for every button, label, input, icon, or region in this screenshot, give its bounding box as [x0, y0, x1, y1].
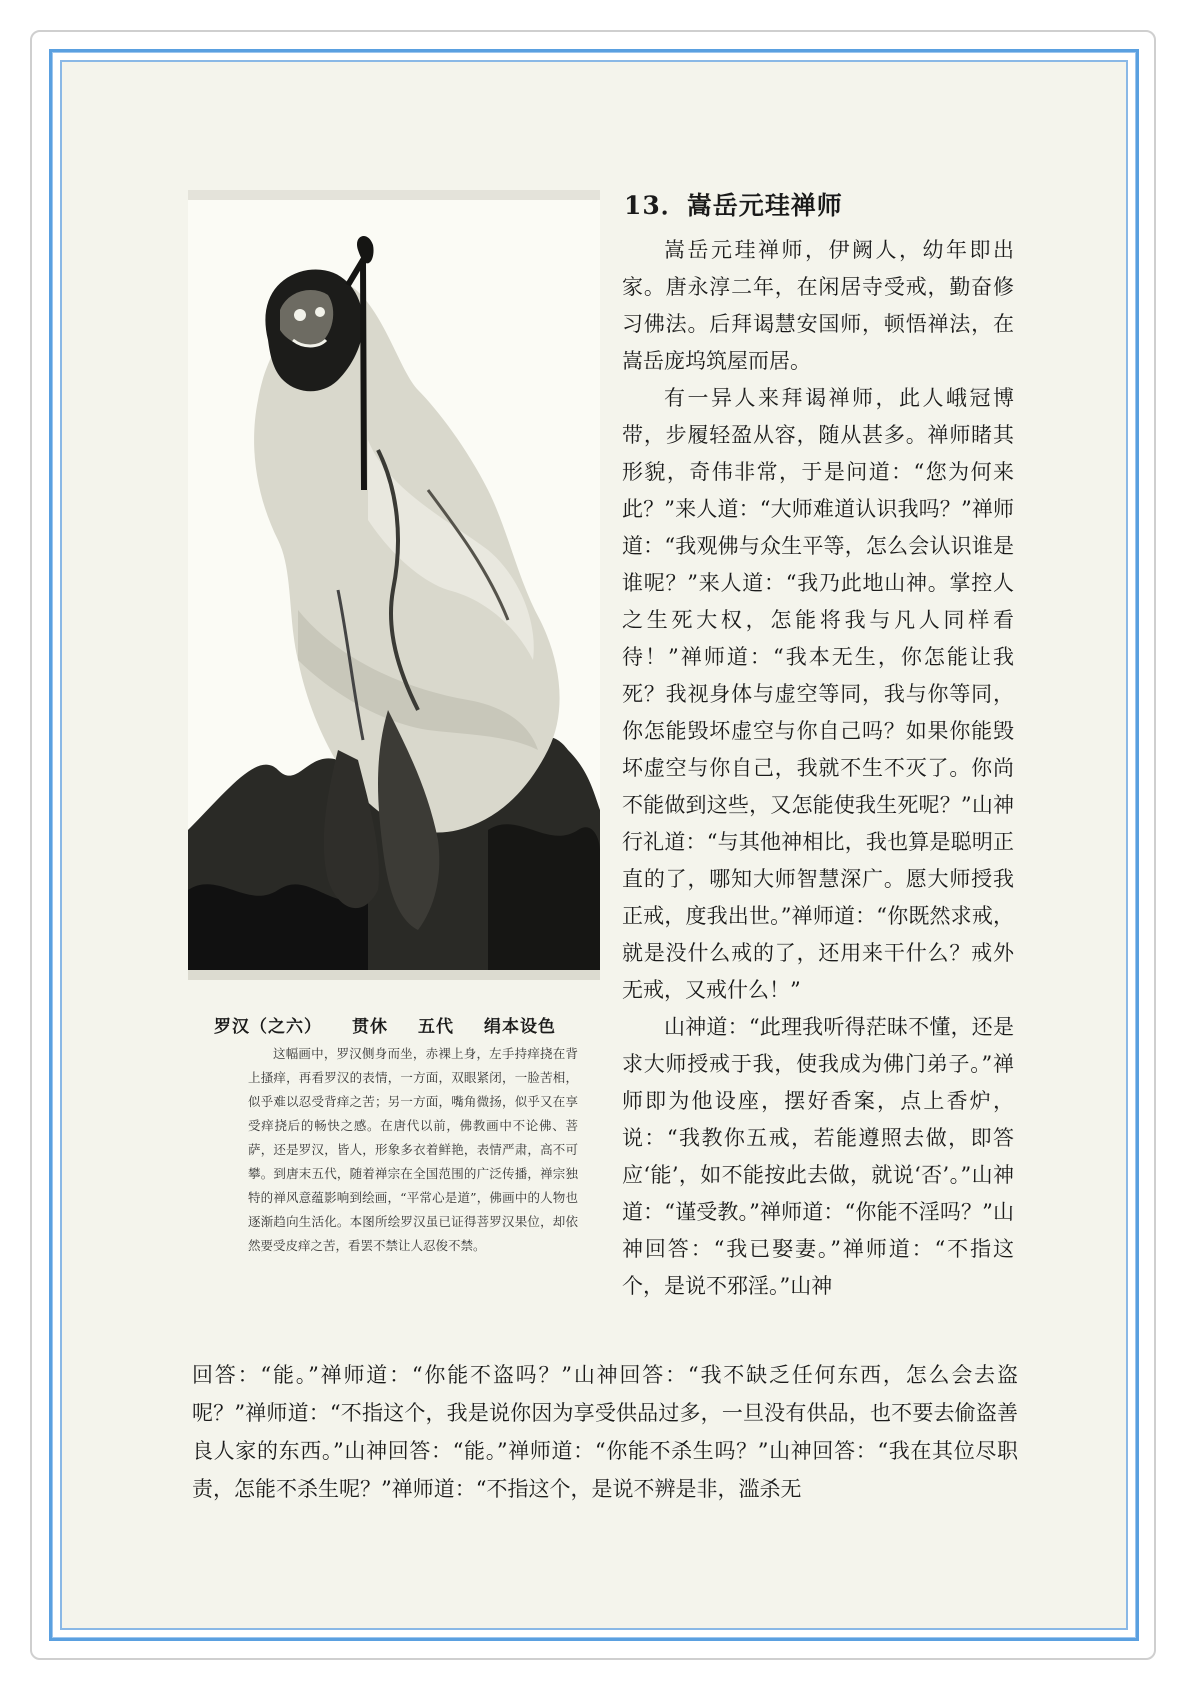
- right-column-text: [622, 232, 1014, 1305]
- figure-description: 这幅画中，罗汉侧身而坐，赤裸上身，左手持痒挠在背上搔痒，再看罗汉的表情，一方面，双眼紧闭，一脸苦相，似乎难以忍受背痒之苦；另一方面，嘴角微扬，似乎又在享受痒挠后的畅快之感。在唐代以前，佛教画中不论佛、菩萨，还是罗汉，皆人，形象多衣着鲜艳，表情严肃，高不可攀。到唐末五代，随着禅宗在全国范围的广泛传播，禅宗独特的禅风意蕴影响到绘画，“平常心是道”，佛画中的人物也逐渐趋向生活化。本图所绘罗汉虽已证得菩罗汉果位，却依然要受皮痒之苦，看罢不禁让人忍俊不禁。: [248, 1046, 578, 1253]
- bottom-text: [192, 1356, 1018, 1508]
- figure-era: 五代: [418, 1017, 454, 1037]
- paragraph: 山神道：“此理我听得茫昧不懂，还是求大师授戒于我，使我成为佛门弟子。”禅师即为他设座，摆好香案，点上香炉，说：“我教你五戒，若能遵照去做，即答应‘能’，如不能按此去做，就说‘否’。”山神道：“谨受教。”禅师道：“你能不淫吗？”山神回答：“我已娶妻。”禅师道：“不指这个，是说不邪淫。”山神: [622, 1015, 1014, 1298]
- paragraph: 有一异人来拜谒禅师，此人峨冠博带，步履轻盈从容，随从甚多。禅师睹其形貌，奇伟非常，于是问道：“您为何来此？”来人道：“大师难道认识我吗？”禅师道：“我观佛与众生平等，怎么会认识谁是谁呢？”来人道：“我乃此地山神。掌控人之生死大权，怎能将我与凡人同样看待！”禅师道：“我本无生，你怎能让我死？我视身体与虚空等同，我与你等同，你怎能毁坏虚空与你自己吗？如果你能毁坏虚空与你自己，我就不生不灭了。你尚不能做到这些，又怎能使我生死呢？”山神行礼道：“与其他神相比，我也算是聪明正直的了，哪知大师智慧深广。愿大师授我正戒，度我出世。”禅师道：“你既然求戒，就是没什么戒的了，还用来干什么？戒外无戒，又戒什么！”: [622, 386, 1014, 1002]
- figure-caption-title: [214, 1012, 594, 1037]
- figure-artist: 贯休: [352, 1017, 388, 1037]
- arhat-painting-image: [188, 190, 600, 980]
- figure-medium: 绢本设色: [484, 1017, 556, 1037]
- section-heading: 13．嵩岳元珪禅师: [624, 191, 843, 220]
- figure-title: 罗汉（之六）: [214, 1017, 322, 1037]
- paragraph: 回答：“能。”禅师道：“你能不盗吗？”山神回答：“我不缺乏任何东西，怎么会去盗呢？”禅师道：“不指这个，我是说你因为享受供品过多，一旦没有供品，也不要去偷盗善良人家的东西。”山神回答：“能。”禅师道：“你能不杀生吗？”山神回答：“我在其位尽职责，怎能不杀生呢？”禅师道：“不指这个，是说不辨是非，滥杀无: [192, 1363, 1018, 1501]
- paragraph: 嵩岳元珪禅师，伊阙人，幼年即出家。唐永淳二年，在闲居寺受戒，勤奋修习佛法。后拜谒慧安国师，顿悟禅法，在嵩岳庞坞筑屋而居。: [622, 238, 1014, 373]
- arhat-painting: [188, 190, 600, 980]
